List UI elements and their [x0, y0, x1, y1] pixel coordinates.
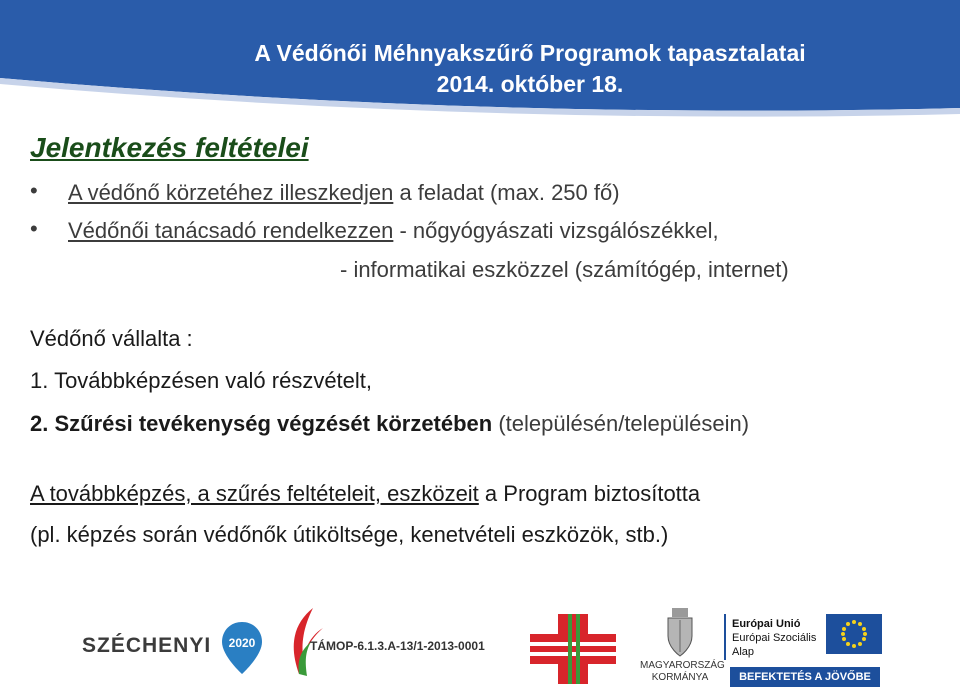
header-title: [160, 38, 900, 100]
eu-line-3: Alap: [732, 646, 755, 658]
government-line-1: MAGYARORSZÁG: [640, 660, 725, 671]
eu-line-1: Európai Unió: [732, 618, 801, 630]
closing-line-1: [30, 481, 700, 507]
eu-line-2: Európai Szociális: [732, 632, 817, 644]
eu-divider: [724, 614, 726, 660]
commitment-item-2: [30, 411, 749, 437]
bullet-dot-icon: •: [30, 216, 38, 241]
closing-line-1-rest: a Program biztosította: [478, 481, 701, 506]
bullet-1-rest: a feladat (max. 250 fő): [393, 180, 620, 205]
szechenyi-logo-text: SZÉCHENYI: [82, 634, 212, 657]
eu-logo-text: [732, 617, 816, 659]
szechenyi-year: 2020: [228, 636, 256, 650]
health-cross-icon: [528, 612, 618, 686]
closing-line-2: (pl. képzés során védőnők útiköltsége, kenetvételi eszközök, stb.): [30, 522, 669, 547]
commitment-heading: Védőnő vállalta :: [30, 326, 193, 351]
bullet-2-rest: - nőgyógyászati vizsgálószékkel,: [393, 218, 719, 243]
eu-flag-icon: [826, 614, 882, 654]
bullet-2-continuation: - informatikai eszközzel (számítógép, internet): [340, 257, 789, 282]
bullet-1-underlined: A védőnő körzetéhez illeszkedjen: [68, 180, 394, 205]
commitment-item-2-rest: (településén/településein): [492, 411, 750, 436]
header-title-line1: A Védőnői Méhnyakszűrő Programok tapasztalatai: [254, 40, 806, 66]
szechenyi-pin-icon: [218, 620, 266, 676]
government-logo-text: [640, 660, 725, 684]
eu-banner: BEFEKTETÉS A JÖVŐBE: [730, 667, 880, 687]
tamop-code: TÁMOP-6.1.3.A-13/1-2013-0001: [310, 639, 485, 653]
bullet-2-underlined: Védőnői tanácsadó rendelkezzen: [68, 218, 394, 243]
closing-line-1-underlined: A továbbképzés, a szűrés feltételeit, eszközeit: [30, 481, 479, 506]
commitment-item-1: 1. Továbbképzésen való részvételt,: [30, 368, 373, 393]
coat-of-arms-icon: [660, 606, 700, 658]
government-line-2: KORMÁNYA: [651, 672, 709, 683]
bullet-dot-icon: •: [30, 178, 38, 203]
commitment-item-2-bold: 2. Szűrési tevékenység végzését körzetében: [30, 411, 493, 436]
header-date: 2014. október 18.: [436, 71, 624, 97]
section-title: Jelentkezés feltételei: [30, 132, 309, 163]
